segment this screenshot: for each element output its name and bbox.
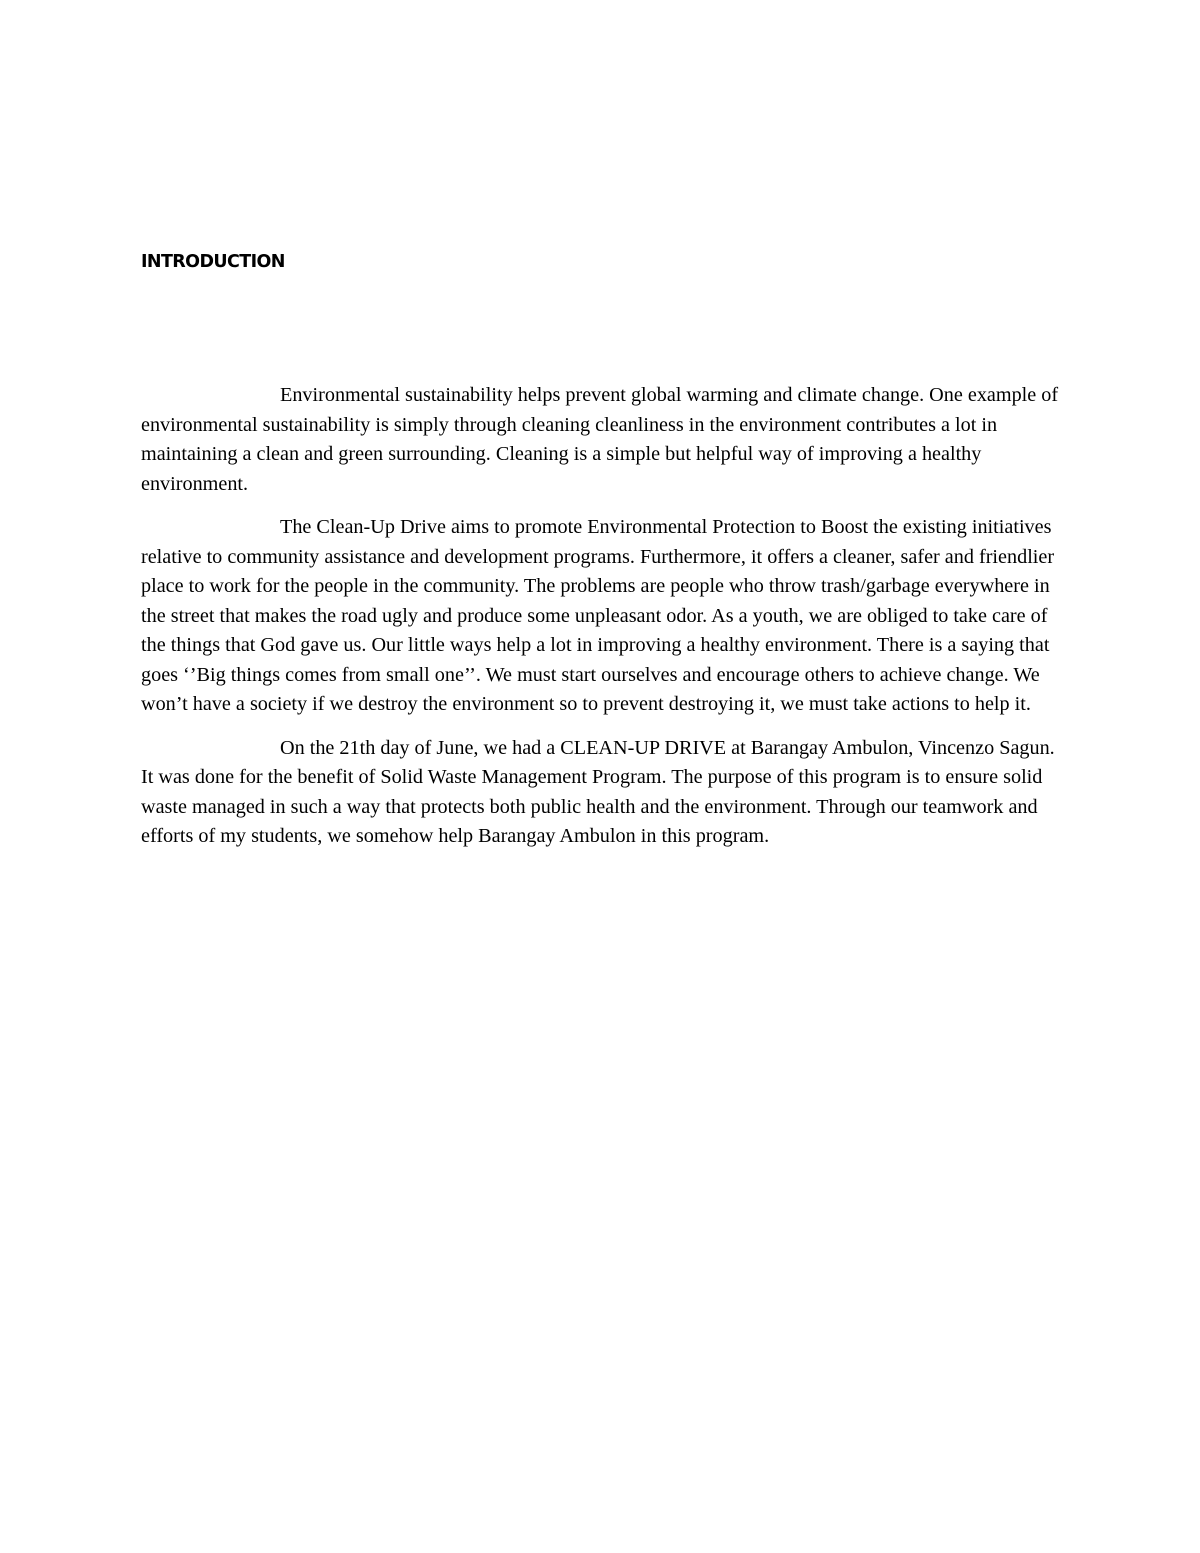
section-heading: INTRODUCTION <box>141 252 285 272</box>
paragraph-3: On the 21th day of June, we had a CLEAN-UP DRIVE at Barangay Ambulon, Vincenzo Sagun. It was done for the benefit of Solid Waste Management Program. The purpose of this program is to ensure solid waste managed in such a way that protects both public health and the environment. Through our teamwork and efforts of my students, we somehow help Barangay Ambulon in this program. <box>141 736 1055 847</box>
paragraph-2: The Clean-Up Drive aims to promote Environmental Protection to Boost the existing initiatives relative to community assistance and development programs. Furthermore, it offers a cleaner, safer and friendlier place to work for the people in the community. The problems are people who throw trash/garbage everywhere in the street that makes the road ugly and produce some unpleasant odor. As a youth, we are obliged to take care of the things that God gave us. Our little ways help a lot in improving a healthy environment. There is a saying that goes ‘’Big things comes from small one’’. We must start ourselves and encourage others to achieve change. We won’t have a society if we destroy the environment so to prevent destroying it, we must take actions to help it. <box>141 516 1055 715</box>
paragraph-1: Environmental sustainability helps prevent global warming and climate change. One example of environmental sustainability is simply through cleaning cleanliness in the environment contributes a lot in maintaining a clean and green surrounding. Cleaning is a simple but helpful way of improving a healthy environment. <box>141 384 1059 495</box>
document-body <box>141 381 1063 866</box>
